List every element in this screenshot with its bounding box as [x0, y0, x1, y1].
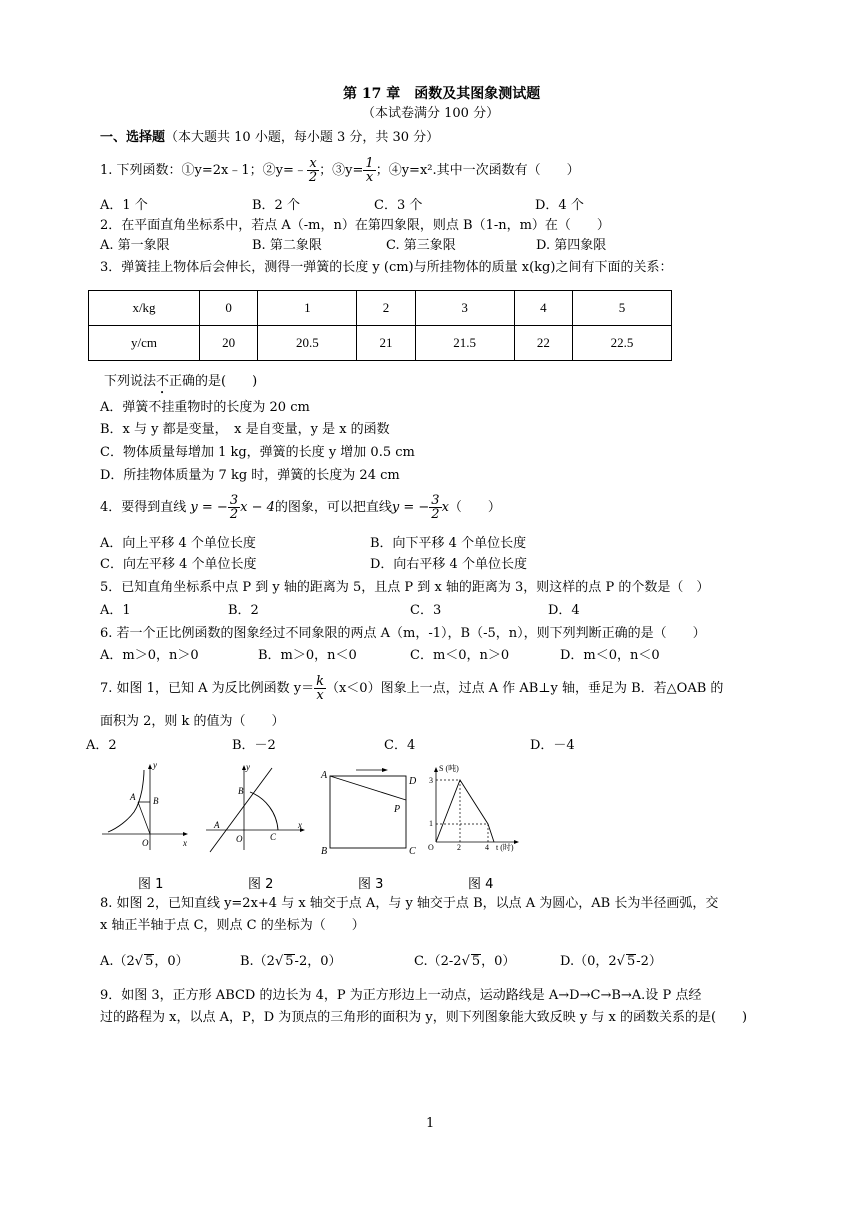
fig1-label-x: x — [183, 838, 187, 848]
q1-frac2-num: 1 — [365, 156, 374, 171]
q4-option-b: B．向下平移 4 个单位长度 — [370, 536, 527, 551]
q9-line-2: 过的路程为 x，以点 A，P，D 为顶点的三角形的面积为 y，则下列图象能大致反映 y 与 x 的函数关系的是( ) — [100, 1010, 748, 1025]
q1-option-c: C．3 个 — [374, 198, 423, 213]
q5-option-d: D．4 — [548, 603, 580, 618]
q8-option-d — [560, 954, 662, 970]
q1-frac1-num: x — [307, 157, 319, 171]
spring-data-table — [88, 290, 672, 361]
page-number: 1 — [426, 1116, 435, 1131]
q7-frac-den: x — [316, 688, 324, 703]
question-4 — [100, 493, 501, 523]
question-9: 9．如图 3，正方形 ABCD 的边长为 4，P 为正方形边上一动点，运动路线是 A→D→C→B→A.设 P 点经 — [100, 988, 702, 1003]
q2-option-d: D. 第四象限 — [536, 238, 607, 253]
q8-d-post: -2） — [636, 954, 662, 969]
q8-option-c — [414, 954, 515, 970]
q1-option-a: A．1 个 — [100, 198, 148, 213]
fig3-label-c: C — [409, 846, 416, 856]
table-cell: 1 — [258, 291, 357, 326]
q8-a-post: ，0） — [154, 954, 189, 969]
q4-eq1-fraction — [228, 494, 240, 521]
fig4-label-s: S (吨) — [439, 764, 459, 773]
table-cell: 4 — [514, 291, 572, 326]
q3-option-a: A．弹簧不挂重物时的长度为 20 cm — [100, 400, 310, 415]
q2-option-c: C. 第三象限 — [386, 238, 456, 253]
q7-option-b: B．－2 — [232, 738, 276, 753]
q3-option-c: C．物体质量每增加 1 kg，弹簧的长度 y 增加 0.5 cm — [100, 445, 415, 460]
sqrt-symbol-icon: √ — [461, 954, 470, 969]
fig3-label-p: P — [394, 804, 401, 815]
table-cell: 20.5 — [258, 326, 357, 361]
q4-option-a: A．向上平移 4 个单位长度 — [100, 536, 256, 551]
q1-option-d: D．4 个 — [535, 198, 584, 213]
figure-2 — [202, 762, 308, 854]
fig4-label-1: 1 — [429, 819, 433, 828]
q3-option-b: B．x 与 y 都是变量， x 是自变量，y 是 x 的函数 — [100, 422, 390, 437]
q8-option-b — [240, 954, 341, 970]
fig4-label-3: 3 — [429, 776, 433, 785]
q3-prompt-emphasis: 不 — [156, 374, 170, 389]
table-cell: 5 — [573, 291, 672, 326]
fig1-label-b: B — [153, 796, 159, 806]
q8-b-radicand: 5 — [285, 954, 294, 969]
q7-option-a: A．2 — [86, 738, 117, 753]
q1-option-b: B．2 个 — [252, 198, 300, 213]
sqrt-symbol-icon: √ — [274, 954, 284, 969]
section-heading-note: （本大题共 10 小题，每小题 3 分，共 30 分） — [165, 130, 440, 145]
q7-text-a: 7. 如图 1，已知 A 为反比例函数 y＝ — [100, 681, 315, 696]
section-heading-label: 一、选择题 — [100, 130, 166, 145]
table-cell: 22 — [514, 326, 572, 361]
fig4-label-t: t (时) — [496, 843, 514, 852]
q4-eq1-num: 3 — [229, 493, 239, 508]
q8-c-radicand: 5 — [471, 954, 481, 969]
q8-b-post: -2，0） — [294, 954, 342, 969]
table-cell: 2 — [357, 291, 415, 326]
q4-eq1-rhs: x − 4 — [240, 500, 275, 515]
table-cell: 0 — [200, 291, 258, 326]
fig4-label-2: 2 — [457, 843, 461, 852]
q8-b-pre: B.（2 — [240, 954, 275, 969]
q4-eq2-rhs: x — [441, 500, 449, 515]
q3-prompt-a: 下列说法 — [104, 374, 157, 389]
table-row — [89, 291, 672, 326]
q8-a-pre: A.（2 — [100, 954, 135, 969]
q8-d-pre: D.（0，2 — [560, 954, 617, 969]
q7-text-b: （x＜0）图象上一点，过点 A 作 AB⊥y 轴，垂足为 B．若△OAB 的 — [325, 681, 724, 696]
fig3-label-a: A — [321, 770, 328, 781]
question-1 — [100, 156, 580, 186]
q1-text-a: 1. 下列函数：①y=2x﹣1；②y=﹣ — [100, 163, 307, 178]
q8-a-radicand: 5 — [145, 954, 154, 969]
sqrt-symbol-icon: √ — [616, 954, 625, 969]
q7-line-2: 面积为 2，则 k 的值为（ ） — [100, 714, 285, 729]
fig3-label-b: B — [321, 846, 328, 856]
page-title: 第 17 章 函数及其图象测试题 — [343, 86, 541, 102]
table-cell: 21 — [357, 326, 415, 361]
fig2-label-y: y — [246, 762, 250, 772]
fig2-label-o: O — [236, 834, 243, 844]
q4-text-a: 4．要得到直线 — [100, 500, 187, 515]
q5-option-c: C．3 — [410, 603, 442, 618]
q4-option-d: D．向右平移 4 个单位长度 — [370, 557, 527, 572]
q6-option-d: D．m＜0，n＜0 — [560, 648, 660, 663]
table-cell: 20 — [200, 326, 258, 361]
fig1-label-o: O — [142, 838, 149, 848]
q4-eq2-num: 3 — [431, 493, 440, 508]
q7-option-d: D．－4 — [530, 738, 575, 753]
q8-c-pre: C.（2-2 — [414, 954, 462, 969]
figure-1 — [100, 762, 192, 854]
q7-fraction — [314, 675, 326, 702]
fig2-label-c: C — [270, 832, 277, 842]
q3-prompt — [104, 374, 257, 397]
figure-3 — [318, 764, 418, 856]
question-3: 3．弹簧挂上物体后会伸长，测得一弹簧的长度 y (cm)与所挂物体的质量 x(kg)之间有下面的关系： — [100, 260, 673, 275]
fig3-label-d: D — [409, 776, 417, 787]
q2-option-a: A. 第一象限 — [100, 238, 170, 253]
table-row — [89, 326, 672, 361]
q1-text-b: ；③y= — [319, 163, 364, 178]
q7-option-c: C．4 — [384, 738, 416, 753]
section-heading — [100, 130, 439, 146]
q8-option-a — [100, 954, 189, 970]
table-cell: x/kg — [89, 291, 200, 326]
fig1-label-y: y — [153, 762, 157, 770]
fig2-label-a: A — [214, 820, 220, 830]
q1-fraction-1 — [307, 157, 319, 184]
q4-eq1-den: 2 — [229, 507, 239, 522]
q8-c-post: ，0） — [481, 954, 516, 969]
q4-text-c: （ ） — [448, 500, 501, 515]
q1-fraction-2 — [363, 157, 375, 184]
table-cell: 3 — [415, 291, 514, 326]
question-8: 8. 如图 2，已知直线 y=2x+4 与 x 轴交于点 A，与 y 轴交于点 B，以点 A 为圆心，AB 长为半径画弧，交 — [100, 896, 719, 911]
figure-2-caption: 图 2 — [248, 877, 274, 892]
question-6: 6. 若一个正比例函数的图象经过不同象限的两点 A（m，-1），B（-5，n），则下列判断正确的是（ ） — [100, 626, 706, 641]
q1-frac2-den: x — [365, 170, 374, 185]
question-5: 5．已知直角坐标系中点 P 到 y 轴的距离为 5，且点 P 到 x 轴的距离为 3，则这样的点 P 的个数是（ ） — [100, 580, 710, 595]
q8-d-radicand: 5 — [626, 954, 636, 969]
q6-option-c: C．m＜0，n＞0 — [410, 648, 510, 663]
q4-eq2-lhs: y = − — [391, 500, 430, 515]
q4-eq1-lhs: y = − — [190, 500, 228, 515]
fig2-label-b: B — [238, 786, 244, 796]
table-cell: y/cm — [89, 326, 200, 361]
fig1-label-a: A — [130, 792, 136, 802]
question-2: 2．在平面直角坐标系中，若点 A（-m，n）在第四象限，则点 B（1-n，m）在（ ） — [100, 218, 610, 233]
q4-option-c: C．向左平移 4 个单位长度 — [100, 557, 257, 572]
q7-frac-num: k — [316, 674, 324, 689]
q4-text-b: 的图象，可以把直线 — [274, 500, 392, 515]
q1-frac1-den: 2 — [308, 170, 318, 185]
page-subtitle: （本试卷满分 100 分） — [362, 106, 500, 121]
table-cell: 21.5 — [415, 326, 514, 361]
q6-option-b: B．m＞0，n＜0 — [258, 648, 357, 663]
q4-eq2-den: 2 — [431, 507, 440, 522]
figure-3-caption: 图 3 — [358, 877, 384, 892]
figure-4 — [420, 764, 524, 856]
fig4-label-4: 4 — [485, 843, 489, 852]
q6-option-a: A．m＞0，n＞0 — [100, 648, 199, 663]
question-7 — [100, 674, 723, 704]
figure-1-caption: 图 1 — [138, 877, 164, 892]
q1-text-c: ；④y=x².其中一次函数有（ ） — [375, 163, 580, 178]
q4-eq2-fraction — [429, 494, 441, 521]
q3-option-d: D．所挂物体质量为 7 kg 时，弹簧的长度为 24 cm — [100, 468, 400, 483]
q8-line-2: x 轴正半轴于点 C，则点 C 的坐标为（ ） — [100, 918, 365, 933]
sqrt-symbol-icon: √ — [134, 954, 144, 969]
table-cell: 22.5 — [573, 326, 672, 361]
q3-prompt-b: 正确的是( ) — [169, 374, 258, 389]
q5-option-a: A．1 — [100, 603, 131, 618]
q2-option-b: B. 第二象限 — [252, 238, 322, 253]
q5-option-b: B．2 — [228, 603, 259, 618]
fig2-label-x: x — [298, 820, 302, 830]
fig4-label-o: O — [428, 843, 434, 852]
figure-4-caption: 图 4 — [468, 877, 494, 892]
